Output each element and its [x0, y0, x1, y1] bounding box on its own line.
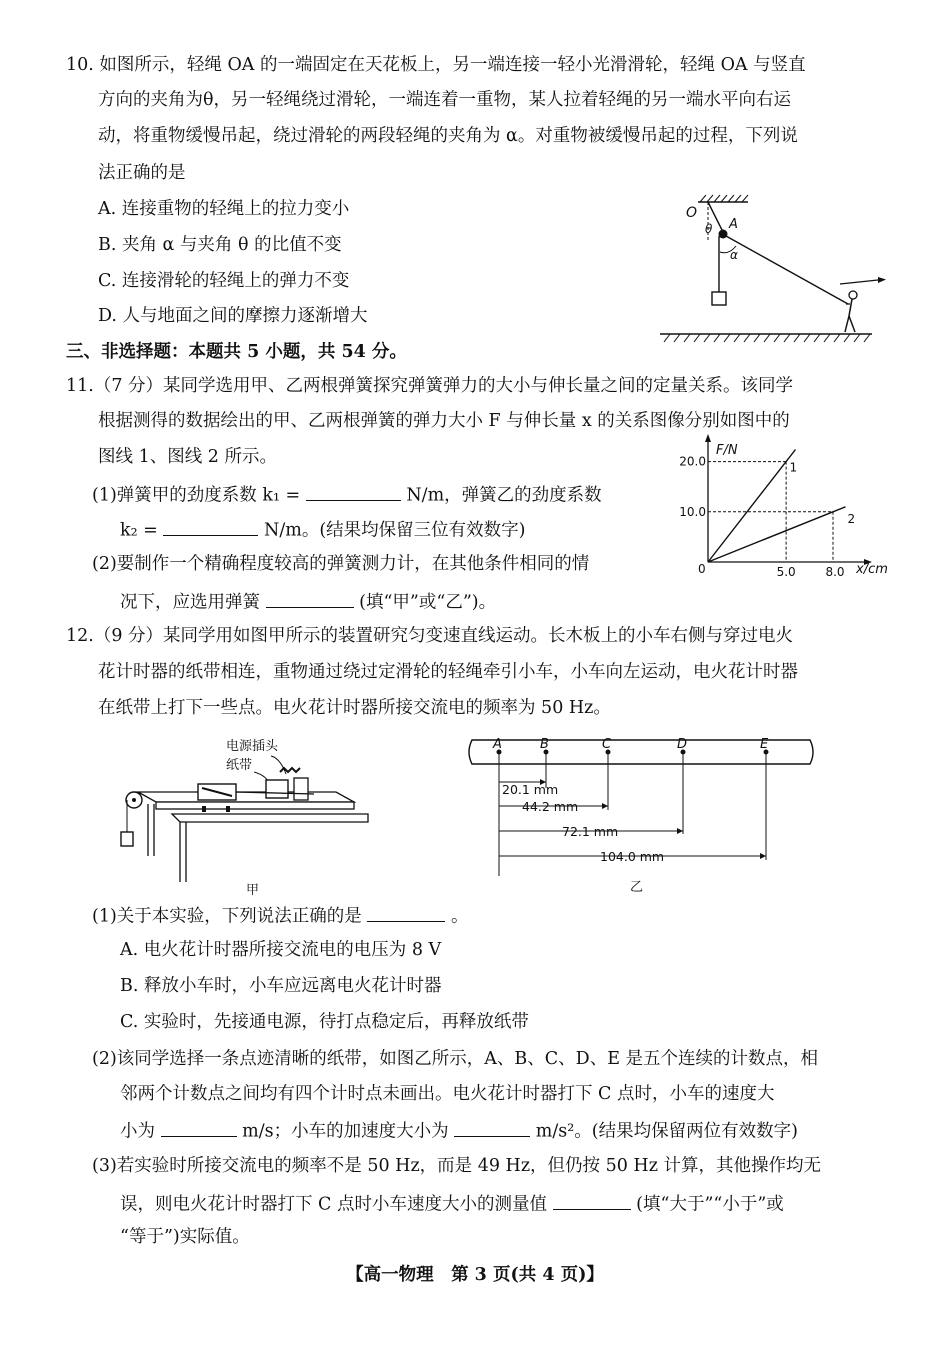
point-label-b: B: [540, 737, 549, 752]
pulley: [719, 230, 728, 239]
q11-k2-answer-blank[interactable]: [163, 517, 258, 536]
dim-arrow-ae: [760, 853, 766, 859]
label-alpha: α: [730, 248, 738, 262]
label-theta: θ: [705, 222, 713, 236]
ground-hatch: [660, 334, 872, 342]
long-board-top: [138, 792, 354, 802]
q12-acceleration-answer-blank[interactable]: [454, 1118, 530, 1137]
q11-part-2-line-1: (2)要制作一个精确程度较高的弹簧测力计，在其他条件相同的情: [92, 554, 590, 574]
plug-leader-line: [271, 756, 286, 774]
weight-block: [712, 292, 726, 305]
figure-caption-jia: 甲: [246, 883, 260, 898]
q12-p1-answer-blank[interactable]: [367, 903, 445, 922]
q11-part-2-line-2: [120, 589, 496, 614]
motion-arrowhead: [878, 277, 886, 283]
q12-p1-text: (1)关于本实验，下列说法正确的是: [92, 906, 362, 927]
pulley-axle: [132, 798, 136, 802]
dim-label-ad: 72.1 mm: [562, 824, 619, 839]
section-3-heading: 三、非选择题：本题共 5 小题，共 54 分。: [66, 342, 407, 362]
dim-arrow-ad: [677, 828, 683, 834]
q10-option-b: B. 夹角 α 与夹角 θ 的比值不变: [98, 235, 342, 255]
q12-p2-text-a: 小为: [120, 1121, 155, 1142]
q11-p1-text-c: k₂ =: [120, 520, 158, 541]
q11-line-1: 11.（7 分）某同学选用甲、乙两根弹簧探究弹簧弹力的大小与伸长量之间的定量关系。该同学: [66, 376, 794, 396]
label-a: A: [729, 217, 738, 232]
q11-p1-text-d: N/m。(结果均保留三位有效数字): [264, 520, 526, 541]
q12-line-1: 12.（9 分）某同学用如图甲所示的装置研究匀变速直线运动。长木板上的小车右侧与穿过电火: [66, 626, 794, 646]
dim-label-ac: 44.2 mm: [522, 799, 579, 814]
q11-line-3: 图线 1、图线 2 所示。: [98, 447, 277, 467]
q11-spring-choice-blank[interactable]: [266, 589, 354, 608]
x-tick-5: 5.0: [776, 565, 796, 579]
q10-line-1: 10. 如图所示，轻绳 OA 的一端固定在天花板上，另一端连接一轻小光滑滑轮，轻绳 OA 与竖直: [66, 55, 806, 75]
dim-label-ae: 104.0 mm: [600, 849, 665, 864]
q12-part-3-line-2: [120, 1191, 784, 1216]
q11-p2-text-b: 况下，应选用弹簧: [120, 592, 260, 613]
y-axis-arrowhead: [705, 434, 711, 442]
cart-wheel-left: [202, 806, 206, 812]
motion-arrow: [840, 280, 878, 284]
q12-p2-text-b: m/s；小车的加速度大小为: [242, 1121, 449, 1142]
point-label-e: E: [760, 737, 769, 752]
q11-p2-text-c: (填“甲”或“乙”)。: [359, 592, 497, 613]
x-axis-label: x/cm: [856, 562, 888, 577]
dim-label-ab: 20.1 mm: [502, 782, 559, 797]
y-tick-20: 20.0: [679, 454, 706, 469]
q11-part-1-line-2: [120, 517, 525, 542]
q10-option-c: C. 连接滑轮的轻绳上的弹力不变: [98, 271, 350, 291]
q12-line-3: 在纸带上打下一些点。电火花计时器所接交流电的频率为 50 Hz。: [98, 698, 611, 718]
q12-p3-text-a: 误，则电火花计时器打下 C 点时小车速度大小的测量值: [120, 1194, 548, 1215]
rope-to-person: [726, 236, 848, 304]
q12-option-c: C. 实验时，先接通电源，待打点稳定后，再释放纸带: [120, 1012, 529, 1032]
series-label-2: 2: [847, 511, 856, 526]
hanging-weight: [121, 832, 133, 846]
label-paper-tape: 纸带: [226, 758, 253, 773]
series-label-1: 1: [789, 460, 798, 475]
q10-option-a: A. 连接重物的轻绳上的拉力变小: [98, 199, 350, 219]
q10-line-3: 动，将重物缓慢吊起，绕过滑轮的两段轻绳的夹角为 α。对重物被缓慢吊起的过程，下列说: [98, 126, 798, 146]
q12-line-2: 花计时器的纸带相连，重物通过绕过定滑轮的轻绳牵引小车，小车向左运动，电火花计时器: [98, 662, 798, 682]
figure-caption-yi: 乙: [630, 880, 644, 895]
point-label-d: D: [677, 737, 688, 752]
y-tick-10: 10.0: [679, 504, 706, 519]
q11-line-2: 根据测得的数据绘出的甲、乙两根弹簧的弹力大小 F 与伸长量 x 的关系图像分别如图中的: [98, 411, 790, 431]
timer-mount: [294, 778, 308, 800]
q12-p2-text-c: m/s²。(结果均保留两位有效数字): [535, 1121, 798, 1142]
q12-option-b: B. 释放小车时，小车应远离电火花计时器: [120, 976, 442, 996]
power-cord: [280, 768, 300, 772]
apparatus-figure-jia: [118, 734, 368, 898]
dim-arrow-ac: [602, 803, 608, 809]
q11-p1-text-b: N/m，弹簧乙的劲度系数: [406, 485, 602, 506]
q12-part-3-line-1: (3)若实验时所接交流电的频率不是 50 Hz，而是 49 Hz，但仍按 50 Hz 计算，其他操作均无: [92, 1156, 821, 1176]
point-label-c: C: [602, 737, 612, 752]
q10-option-d: D. 人与地面之间的摩擦力逐渐增大: [98, 306, 368, 326]
y-axis-label: F/N: [716, 443, 738, 458]
q10-line-4: 法正确的是: [98, 163, 186, 183]
ceiling-hatch: [698, 195, 748, 202]
q11-part-1-line-1: [92, 482, 602, 507]
q12-p3-answer-blank[interactable]: [553, 1191, 631, 1210]
q12-velocity-answer-blank[interactable]: [161, 1118, 237, 1137]
long-board-front: [156, 802, 354, 809]
page-footer: 【高一物理 第 3 页(共 4 页)】: [346, 1265, 604, 1285]
person-figure: [845, 291, 857, 332]
q12-part-2-line-1: (2)该同学选择一条点迹清晰的纸带，如图乙所示，A、B、C、D、E 是五个连续的计数点，相: [92, 1049, 819, 1069]
spring-force-chart: [679, 438, 890, 582]
q12-part-3-line-3: “等于”)实际值。: [120, 1227, 250, 1247]
label-o: O: [686, 205, 698, 221]
q12-part-2-line-3: [120, 1118, 798, 1143]
q10-pulley-figure: [650, 192, 890, 344]
table-top: [172, 814, 368, 822]
q12-part-2-line-2: 邻两个计数点之间均有四个计时点未画出。电火花计时器打下 C 点时，小车的速度大: [120, 1084, 775, 1104]
q11-k1-answer-blank[interactable]: [306, 482, 401, 501]
q12-option-a: A. 电火花计时器所接交流电的电压为 8 V: [120, 940, 442, 960]
q12-p3-text-b: (填“大于”“小于”或: [636, 1194, 784, 1215]
origin-label: 0: [698, 562, 706, 576]
label-power-plug: 电源插头: [226, 739, 279, 754]
cart-wheel-right: [226, 806, 230, 812]
spark-timer: [266, 780, 288, 798]
q12-part-1: [92, 903, 468, 928]
q10-line-2: 方向的夹角为θ，另一轻绳绕过滑轮，一端连着一重物，某人拉着轻绳的另一端水平向右运: [98, 90, 792, 110]
point-label-a: A: [493, 737, 502, 752]
q12-p1-end: 。: [450, 906, 469, 927]
x-tick-8: 8.0: [825, 565, 845, 579]
q11-p1-text-a: (1)弹簧甲的劲度系数 k₁ =: [92, 485, 301, 506]
paper-tape-figure-yi: [464, 736, 826, 896]
